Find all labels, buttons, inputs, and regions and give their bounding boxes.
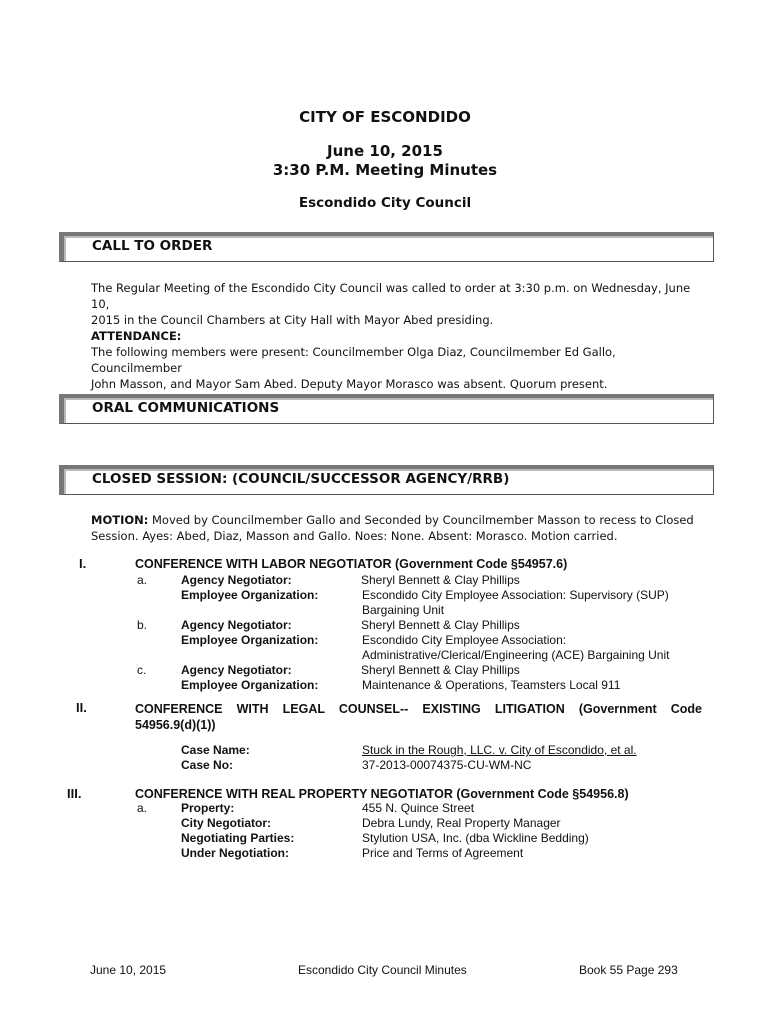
attendance-block [91, 328, 703, 392]
item-value: Escondido City Employee Association: Supervisory (SUP) [362, 588, 669, 602]
meeting-type: 3:30 P.M. Meeting Minutes [272, 161, 498, 179]
section-number: III. [67, 786, 82, 801]
document-title: CITY OF ESCONDIDO [299, 108, 471, 126]
case-name-value: Stuck in the Rough, LLC. v. City of Escondido, et al. [362, 743, 637, 757]
call-to-order-header [59, 232, 714, 262]
item-value: Stylution USA, Inc. (dba Wickline Bedding) [362, 831, 589, 845]
motion-text: Moved by Councilmember Gallo and Seconded by Councilmember Masson to recess to Closed [152, 513, 694, 527]
title-line: CONFERENCE WITH LEGAL COUNSEL-- EXISTING LITIGATION (Government Code [135, 702, 702, 716]
text-line: The following members were present: Councilmember Olga Diaz, Councilmember Ed Gallo, Councilmember [91, 345, 616, 375]
text-line: John Masson, and Mayor Sam Abed. Deputy Mayor Morasco was absent. Quorum present. [91, 377, 608, 391]
item-value: Sheryl Bennett & Clay Phillips [361, 618, 520, 632]
item-value: Sheryl Bennett & Clay Phillips [361, 663, 520, 677]
item-value: Debra Lundy, Real Property Manager [362, 816, 561, 830]
text-line: The Regular Meeting of the Escondido City Council was called to order at 3:30 p.m. on Wednesday, June 10, [91, 281, 691, 311]
item-value: Escondido City Employee Association: [362, 633, 567, 647]
item-value: Price and Terms of Agreement [362, 846, 524, 860]
motion-block [91, 512, 703, 544]
item-value: Maintenance & Operations, Teamsters Local 911 [362, 678, 621, 692]
item-label: Under Negotiation: [181, 846, 289, 860]
section-title [135, 701, 702, 733]
section-number: I. [79, 556, 87, 571]
item-value: Sheryl Bennett & Clay Phillips [361, 573, 520, 587]
item-label: City Negotiator: [181, 816, 271, 830]
footer-date: June 10, 2015 [90, 963, 167, 977]
section-heading: CALL TO ORDER [92, 238, 213, 254]
case-name-label: Case Name: [181, 743, 250, 757]
item-letter: c. [137, 663, 147, 677]
item-label: Employee Organization: [181, 633, 319, 647]
closed-session-header [59, 465, 714, 495]
item-label: Agency Negotiator: [181, 663, 292, 677]
case-no-value: 37-2013-00074375-CU-WM-NC [362, 758, 532, 772]
item-value: Administrative/Clerical/Engineering (ACE) Bargaining Unit [362, 648, 670, 662]
item-letter: a. [137, 573, 148, 587]
item-label: Agency Negotiator: [181, 573, 292, 587]
item-value: Bargaining Unit [362, 603, 445, 617]
item-label: Employee Organization: [181, 678, 319, 692]
governing-body: Escondido City Council [298, 195, 472, 211]
section-title: CONFERENCE WITH REAL PROPERTY NEGOTIATOR (Government Code §54956.8) [135, 787, 629, 801]
footer-page: Book 55 Page 293 [579, 963, 678, 977]
item-label: Employee Organization: [181, 588, 319, 602]
section-number: II. [76, 700, 87, 715]
title-line: 54956.9(d)(1)) [135, 718, 216, 732]
section-title: CONFERENCE WITH LABOR NEGOTIATOR (Government Code §54957.6) [135, 557, 568, 571]
footer-title: Escondido City Council Minutes [298, 963, 467, 977]
item-letter: b. [137, 618, 148, 632]
text-line: 2015 in the Council Chambers at City Hall with Mayor Abed presiding. [91, 313, 494, 327]
call-to-order-text [91, 280, 703, 328]
oral-communications-header [59, 394, 714, 424]
text-line [91, 512, 703, 528]
item-value: 455 N. Quince Street [362, 801, 475, 815]
item-letter: a. [137, 801, 148, 815]
attendance-heading: ATTENDANCE: [91, 329, 182, 343]
motion-label: MOTION: [91, 513, 149, 527]
meeting-date: June 10, 2015 [327, 142, 443, 160]
item-label: Agency Negotiator: [181, 618, 292, 632]
section-heading: CLOSED SESSION: (COUNCIL/SUCCESSOR AGENCY/RRB) [92, 471, 510, 487]
case-no-label: Case No: [181, 758, 234, 772]
item-label: Property: [181, 801, 235, 815]
item-label: Negotiating Parties: [181, 831, 295, 845]
text-line: Session. Ayes: Abed, Diaz, Masson and Gallo. Noes: None. Absent: Morasco. Motion carried. [91, 529, 618, 543]
section-heading: ORAL COMMUNICATIONS [92, 400, 280, 416]
